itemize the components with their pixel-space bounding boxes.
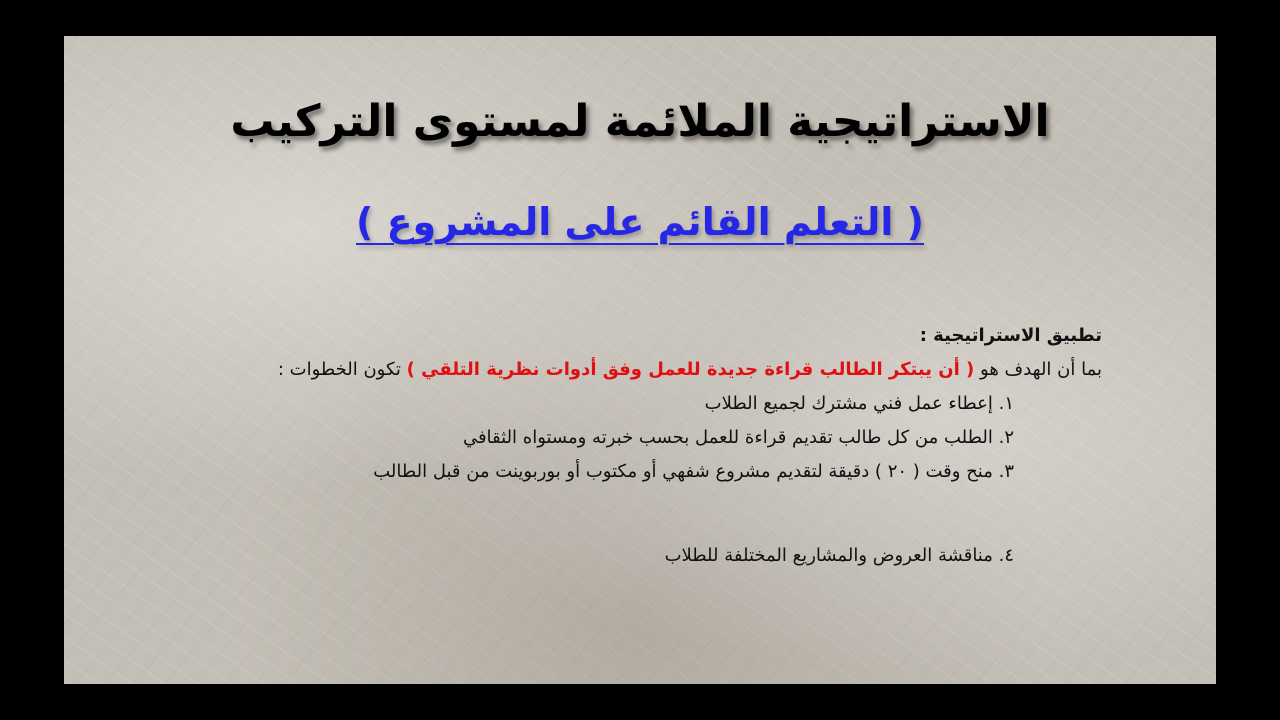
slide bbox=[64, 36, 1216, 684]
step-4: ٤. مناقشة العروض والمشاريع المختلفة للطلاب bbox=[664, 545, 1014, 566]
slide-title: الاستراتيجية الملائمة لمستوى التركيب bbox=[230, 96, 1050, 147]
section-heading: تطبيق الاستراتيجية : bbox=[919, 325, 1102, 346]
step-3: ٣. منح وقت ( ٢٠ ) دقيقة لتقديم مشروع شفهي أو مكتوب أو بوربوينت من قبل الطالب bbox=[373, 461, 1014, 482]
spacer bbox=[202, 489, 1102, 539]
slide-body bbox=[202, 319, 1102, 573]
intro-highlight: ( أن يبتكر الطالب قراءة جديدة للعمل وفق أدوات نظرية التلقي ) bbox=[406, 359, 975, 380]
step-2: ٢. الطلب من كل طالب تقديم قراءة للعمل بحسب خبرته ومستواه الثقافي bbox=[462, 427, 1014, 448]
intro-before: بما أن الهدف هو bbox=[980, 359, 1102, 380]
intro-line bbox=[202, 353, 1102, 387]
step-1: ١. إعطاء عمل فني مشترك لجميع الطلاب bbox=[704, 393, 1014, 414]
slide-subtitle bbox=[64, 200, 1216, 244]
subtitle-text: ( التعلم القائم على المشروع ) bbox=[356, 200, 924, 244]
intro-after: تكون الخطوات : bbox=[277, 359, 401, 380]
